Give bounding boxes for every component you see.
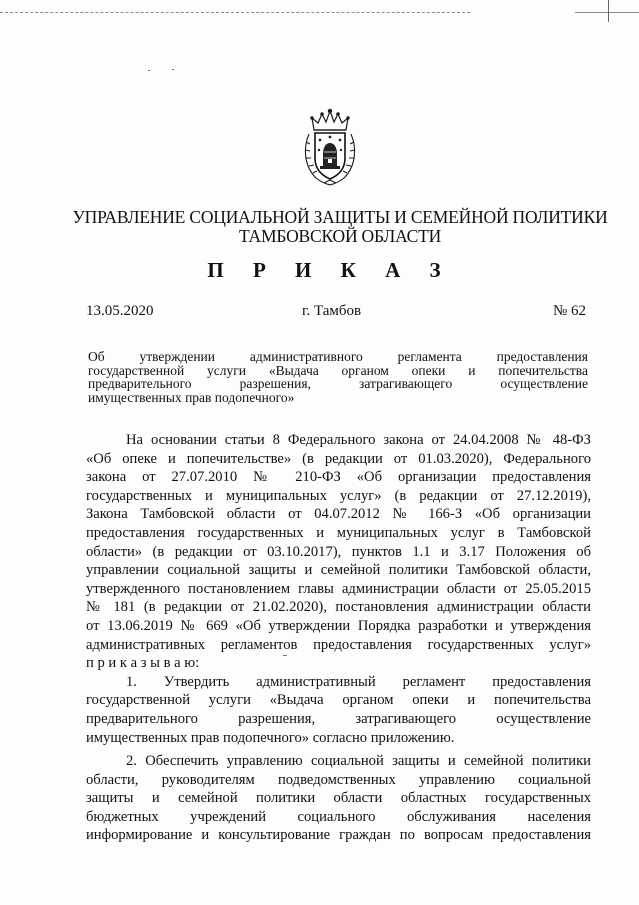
scan-speck	[148, 70, 150, 71]
decree-word: п р и к а з ы в а ю:	[86, 655, 200, 672]
body-line: административных регламентов предоставления государственных услуг»	[86, 636, 591, 653]
tambov-coat-of-arms-icon	[300, 108, 360, 188]
scan-edge-line	[608, 0, 609, 22]
body-line: от 13.06.2019 № 669 «Об утверждении Порядка разработки и утверждения	[86, 617, 591, 634]
item-1-line: предварительного разрешения, затрагивающего осуществление	[86, 710, 591, 727]
scan-speck	[172, 69, 174, 70]
item-2-line: информирование и консультирование граждан по вопросам предоставления	[86, 827, 591, 844]
organization-title	[60, 208, 620, 246]
document-city: г. Тамбов	[302, 303, 362, 319]
body-line: «Об опеке и попечительстве» (в редакции от 01.03.2020), Федерального	[86, 450, 591, 467]
subject-line: государственной услуги «Выдача органом опеки и попечительства	[88, 362, 588, 378]
document-body	[86, 431, 591, 845]
document-number: № 62	[553, 303, 587, 319]
document-type-heading: П Р И К А З	[207, 258, 453, 282]
subject-line: предварительного разрешения, затрагивающего осуществление	[88, 376, 588, 391]
body-line: Закона Тамбовской области от 04.07.2012 № 166-З «Об организации	[86, 506, 591, 523]
body-line: закона от 27.07.2010 № 210-ФЗ «Об организации предоставления	[86, 469, 591, 486]
item-2-line: защиты и семейной политики области областных государственных	[86, 790, 591, 807]
item-1-line: государственной услуги «Выдача органом опеки и попечительства	[86, 692, 591, 709]
body-line: управлении социальной защиты и семейной политики Тамбовской области,	[86, 562, 591, 579]
item-2-line: 2. Обеспечить управлению социальной защиты и семейной политики	[126, 753, 591, 770]
subject-line: Об утверждении административного регламента предоставления	[88, 349, 588, 364]
document-subject	[88, 350, 588, 404]
item-1-line: имущественных прав подопечного» согласно приложению.	[86, 729, 455, 746]
subject-line: имущественных прав подопечного»	[88, 389, 295, 405]
organization-title-line: ТАМБОВСКОЙ ОБЛАСТИ	[238, 226, 442, 246]
document-date: 13.05.2020	[86, 303, 154, 319]
item-2-line: бюджетных учреждений социального обслуживания населения	[86, 808, 591, 825]
scan-edge-line	[0, 12, 470, 13]
body-line: № 181 (в редакции от 21.02.2020), постановления администрации области	[86, 599, 591, 616]
body-line: предоставления государственных и муниципальных услуг в Тамбовской	[86, 524, 591, 541]
scan-edge-line	[575, 12, 639, 13]
body-line: утвержденного постановлением главы администрации области от 25.05.2015	[86, 580, 591, 597]
body-line: На основании статьи 8 Федерального закона от 24.04.2008 № 48-ФЗ	[126, 432, 591, 448]
item-1-line: 1. Утвердить административный регламент предоставления	[126, 673, 591, 690]
item-2-line: области, руководителям подведомственных управлению социальной	[86, 771, 591, 788]
body-line: области» (в редакции от 03.10.2017), пунктов 1.1 и 3.17 Положения об	[86, 543, 591, 560]
body-line: государственных и муниципальных услуг» (в редакции от 27.12.2019),	[86, 487, 591, 504]
organization-title-line: УПРАВЛЕНИЕ СОЦИАЛЬНОЙ ЗАЩИТЫ И СЕМЕЙНОЙ ПОЛИТИКИ	[72, 207, 608, 227]
